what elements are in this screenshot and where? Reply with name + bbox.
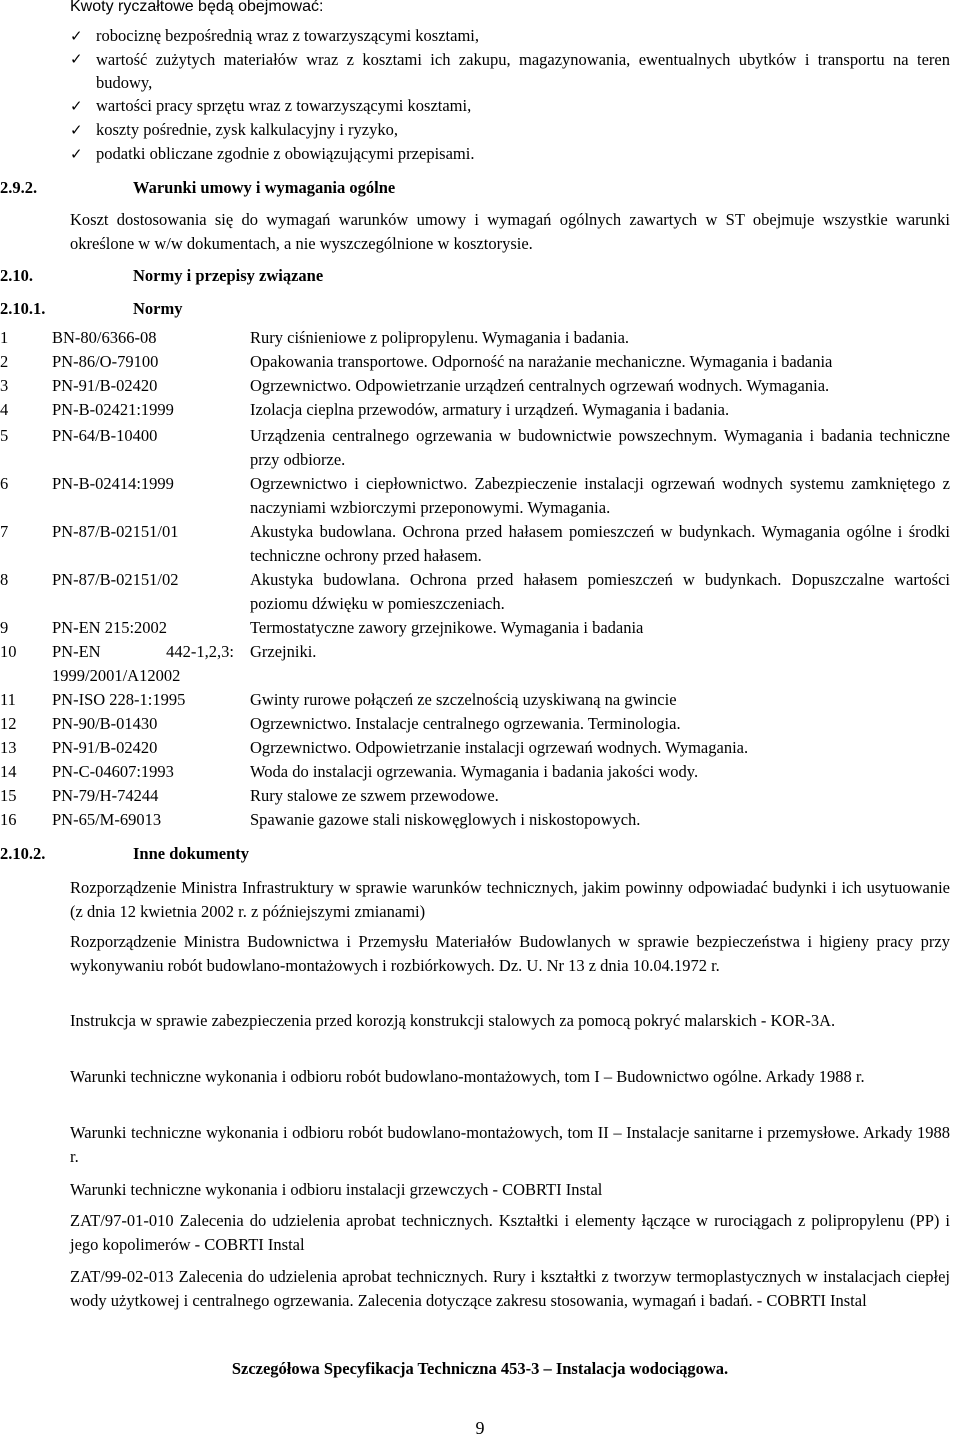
section-text: Koszt dostosowania się do wymagań warunków umowy i wymagań ogólnych zawartych w ST obejmuje wszystkie warunki określone w w/w dokumentach, a nie wyszczególnione w kosztorysie. — [70, 210, 950, 253]
norm-description: Ogrzewnictwo. Odpowietrzanie urządzeń centralnych ogrzewań wodnych. Wymagania. — [250, 376, 830, 395]
row-index: 3 — [0, 376, 9, 395]
specification-footer: Szczegółowa Specyfikacja Techniczna 453-3 – Instalacja wodociągowa. — [231, 1359, 729, 1378]
norm-description: Rury stalowe ze szwem przewodowe. — [250, 786, 499, 805]
list-item: ✓ wartości pracy sprzętu wraz z towarzyszącymi kosztami, — [70, 94, 950, 118]
norm-description: Woda do instalacji ogrzewania. Wymagania i badania jakości wody. — [250, 762, 699, 781]
norm-description: Ogrzewnictwo i ciepłownictwo. Zabezpieczenie instalacji ogrzewań wodnych systemu zamkniętego z naczyniami wzbiorczymi przeponowymi. Wymagania. — [250, 474, 950, 517]
list-item: ✓ podatki obliczane zgodnie z obowiązującymi przepisami. — [70, 142, 950, 166]
row-index: 14 — [0, 762, 17, 781]
section-number: 2.9.2. — [0, 178, 38, 197]
norm-description: Akustyka budowlana. Ochrona przed hałasem pomieszczeń w budynkach. Dopuszczalne wartości poziomu dźwięku w pomieszczeniach. — [250, 570, 950, 613]
section-heading-2-10-1 — [0, 298, 700, 320]
document-reference: Warunki techniczne wykonania i odbioru instalacji grzewczych - COBRTI Instal — [70, 1180, 603, 1199]
row-index: 12 — [0, 714, 17, 733]
table-row — [0, 520, 960, 568]
norm-code: PN-79/H-74244 — [52, 786, 159, 805]
table-row — [0, 712, 960, 736]
list-item: ✓ robociznę bezpośrednią wraz z towarzyszącymi kosztami, — [70, 24, 950, 48]
norm-description: Gwinty rurowe połączeń ze szczelnością uzyskiwaną na gwincie — [250, 690, 677, 709]
row-index: 13 — [0, 738, 17, 757]
table-row — [0, 808, 960, 832]
norm-description: Termostatyczne zawory grzejnikowe. Wymagania i badania — [250, 618, 644, 637]
norm-description: Opakowania transportowe. Odporność na narażanie mechaniczne. Wymagania i badania — [250, 352, 833, 371]
page-number: 9 — [475, 1418, 485, 1438]
section-heading-2-10 — [0, 265, 700, 287]
table-row — [0, 374, 960, 398]
section-title: Inne dokumenty — [133, 844, 249, 863]
norm-code: PN-EN 442-1,2,3: 1999/2001/A12002 — [52, 642, 234, 685]
norm-code: PN-C-04607:1993 — [52, 762, 174, 781]
norm-description: Grzejniki. — [250, 642, 317, 661]
section-title: Warunki umowy i wymagania ogólne — [133, 178, 396, 197]
norm-code: PN-91/B-02420 — [52, 738, 158, 757]
section-title: Normy i przepisy związane — [133, 266, 324, 285]
row-index: 6 — [0, 474, 9, 493]
checkmark-icon: ✓ — [70, 50, 83, 68]
norm-description: Rury ciśnieniowe z polipropylenu. Wymagania i badania. — [250, 328, 630, 347]
table-row — [0, 350, 960, 374]
norm-code: PN-B-02421:1999 — [52, 400, 174, 419]
document-reference: Instrukcja w sprawie zabezpieczenia przed korozją konstrukcji stalowych za pomocą pokryć malarskich - KOR-3A. — [70, 1011, 836, 1030]
row-index: 11 — [0, 690, 16, 709]
checkmark-icon: ✓ — [70, 97, 83, 115]
norm-code: PN-87/B-02151/01 — [52, 522, 179, 541]
document-reference: Rozporządzenie Ministra Budownictwa i Przemysłu Materiałów Budowlanych w sprawie bezpieczeństwa i higieny pracy przy wykonywaniu robót budowlano-montażowych i rozbiórkowych. Dz. U. Nr 13 z dnia 10.04.1972 r. — [70, 932, 950, 975]
row-index: 15 — [0, 786, 17, 805]
cost-items-list — [70, 24, 950, 166]
norm-description: Izolacja cieplna przewodów, armatury i urządzeń. Wymagania i badania. — [250, 400, 730, 419]
row-index: 16 — [0, 810, 17, 829]
table-row — [0, 424, 960, 472]
norm-code: PN-65/M-69013 — [52, 810, 162, 829]
table-row — [0, 616, 960, 640]
table-row — [0, 784, 960, 808]
row-index: 7 — [0, 522, 9, 541]
document-reference: ZAT/97-01-010 Zalecenia do udzielenia aprobat technicznych. Kształtki i elementy łączące w rurociągach z polipropylenu (PP) i jego kopolimerów - COBRTI Instal — [70, 1211, 950, 1254]
row-index: 10 — [0, 642, 17, 661]
norm-description: Ogrzewnictwo. Odpowietrzanie instalacji ogrzewań wodnych. Wymagania. — [250, 738, 749, 757]
row-index: 1 — [0, 328, 9, 347]
section-number: 2.10. — [0, 266, 33, 285]
row-index: 2 — [0, 352, 9, 371]
row-index: 8 — [0, 570, 9, 589]
norm-description: Ogrzewnictwo. Instalacje centralnego ogrzewania. Terminologia. — [250, 714, 681, 733]
row-index: 5 — [0, 426, 9, 445]
section-number: 2.10.1. — [0, 299, 46, 318]
norm-code: PN-ISO 228-1:1995 — [52, 690, 186, 709]
list-item: ✓ koszty pośrednie, zysk kalkulacyjny i ryzyko, — [70, 118, 950, 142]
table-row — [0, 568, 960, 616]
table-row — [0, 688, 960, 712]
table-row — [0, 398, 960, 422]
table-row — [0, 472, 960, 520]
document-reference: Warunki techniczne wykonania i odbioru robót budowlano-montażowych, tom II – Instalacje sanitarne i przemysłowe. Arkady 1988 r. — [70, 1123, 950, 1166]
section-heading-2-9-2 — [0, 177, 700, 199]
row-index: 9 — [0, 618, 9, 637]
section-title: Normy — [133, 299, 183, 318]
norm-code: BN-80/6366-08 — [52, 328, 157, 347]
document-reference: ZAT/99-02-013 Zalecenia do udzielenia aprobat technicznych. Rury i kształtki z tworzyw termoplastycznych w instalacjach ciepłej wody użytkowej i centralnego ogrzewania. Zalecenia dotyczące zakresu stosowania, wymagań i badań. - COBRTI Instal — [70, 1267, 950, 1310]
norm-code: PN-64/B-10400 — [52, 426, 158, 445]
section-number: 2.10.2. — [0, 844, 46, 863]
norm-description: Spawanie gazowe stali niskowęglowych i niskostopowych. — [250, 810, 641, 829]
document-reference: Warunki techniczne wykonania i odbioru robót budowlano-montażowych, tom I – Budownictwo ogólne. Arkady 1988 r. — [70, 1067, 865, 1086]
norm-code: PN-90/B-01430 — [52, 714, 158, 733]
checkmark-icon: ✓ — [70, 121, 83, 139]
norm-description: Urządzenia centralnego ogrzewania w budownictwie powszechnym. Wymagania i badania techniczne przy odbiorze. — [250, 426, 950, 469]
norm-description: Akustyka budowlana. Ochrona przed hałasem pomieszczeń w budynkach. Wymagania ogólne i środki techniczne ochrony przed hałasem. — [250, 522, 950, 565]
list-item: ✓ wartość zużytych materiałów wraz z kosztami ich zakupu, magazynowania, ewentualnych ubytków i transportu na teren budowy, — [70, 50, 950, 92]
norm-code: PN-91/B-02420 — [52, 376, 158, 395]
norm-code: PN-87/B-02151/02 — [52, 570, 179, 589]
norm-code: PN-86/O-79100 — [52, 352, 159, 371]
table-row — [0, 640, 960, 685]
section-heading-2-10-2 — [0, 843, 700, 865]
table-row — [0, 736, 960, 760]
norm-code: PN-B-02414:1999 — [52, 474, 174, 493]
checkmark-icon: ✓ — [70, 27, 83, 45]
intro-text: Kwoty ryczałtowe będą obejmować: — [70, 0, 324, 15]
table-row — [0, 326, 960, 350]
norm-code: PN-EN 215:2002 — [52, 618, 168, 637]
table-row — [0, 760, 960, 784]
checkmark-icon: ✓ — [70, 145, 83, 163]
document-reference: Rozporządzenie Ministra Infrastruktury w sprawie warunków technicznych, jakim powinny odpowiadać budynki i ich usytuowanie (z dnia 12 kwietnia 2002 r. z późniejszymi zmianami) — [70, 878, 950, 921]
row-index: 4 — [0, 400, 9, 419]
